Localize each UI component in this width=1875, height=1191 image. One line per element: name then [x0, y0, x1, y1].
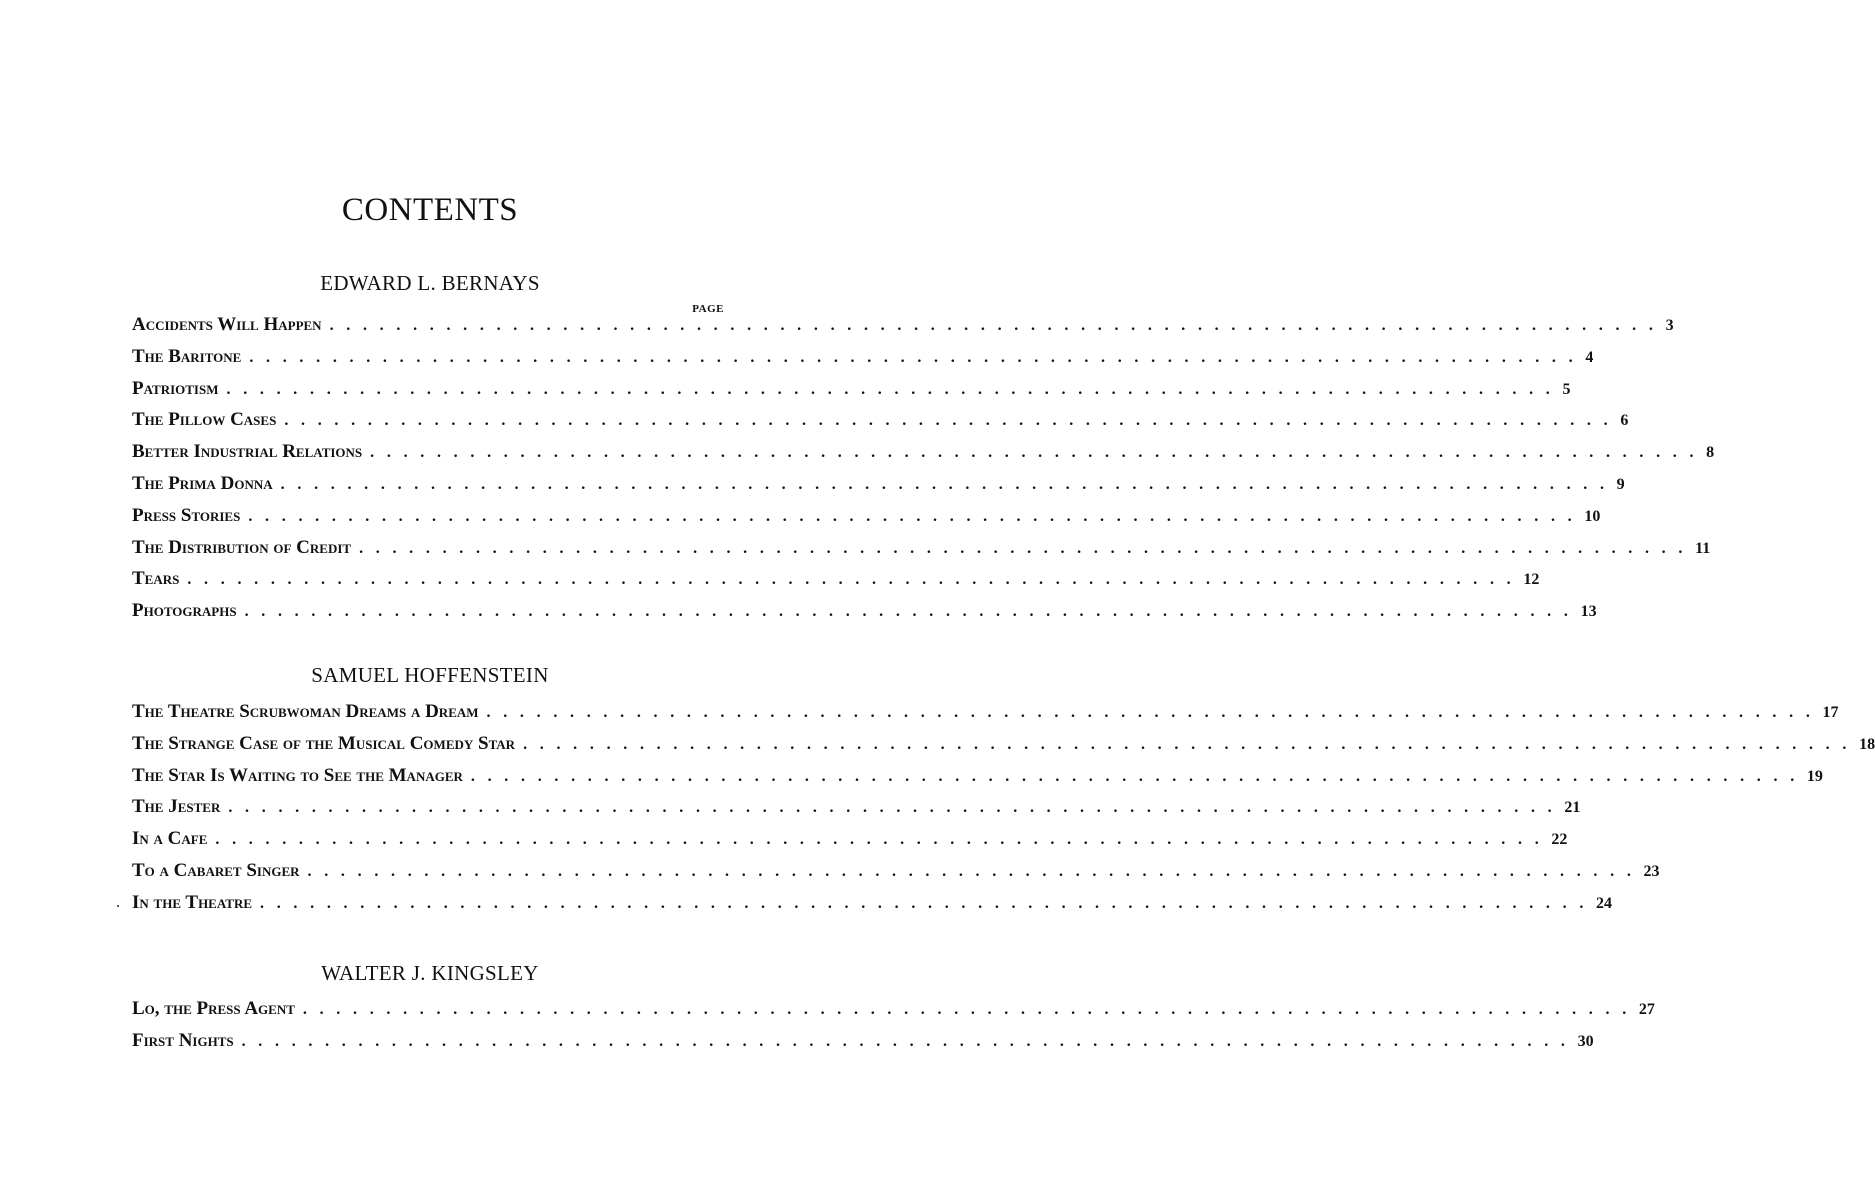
entry-page-number: 12 — [1523, 571, 1540, 589]
entry-page-number: 19 — [1806, 767, 1823, 785]
toc-entry — [132, 764, 1823, 797]
entry-title: The Prima Donna — [132, 472, 273, 494]
dot-leader: ................................................................................ — [307, 862, 1644, 880]
entry-page-number: 17 — [1822, 704, 1839, 721]
entry-title: The Star Is Waiting to See the Manager — [132, 764, 463, 786]
entry-title: Press Stories — [132, 504, 241, 526]
entry-title: In a Cafe — [132, 828, 208, 850]
toc-entry — [132, 504, 1601, 537]
page-title: CONTENTS — [341, 192, 519, 228]
toc-entry — [132, 859, 1660, 892]
toc-entry — [132, 409, 1629, 441]
toc-section — [132, 701, 1875, 924]
toc-entry — [132, 377, 1571, 410]
entry-title: Lo, the Press Agent — [132, 998, 295, 1019]
toc-entry — [132, 998, 1655, 1030]
author-heading: SAMUEL HOFFENSTEIN — [311, 663, 549, 687]
toc-entry — [132, 732, 1875, 765]
entry-title: The Jester — [132, 796, 221, 818]
toc-entry — [132, 828, 1568, 860]
entry-page-number: 21 — [1564, 799, 1581, 817]
toc-entry — [132, 345, 1594, 378]
dot-leader: ................................................................................ — [329, 317, 1666, 334]
entry-page-number: 22 — [1551, 831, 1568, 849]
entry-title: The Distribution of Credit — [132, 536, 352, 558]
dot-leader: ................................................................................ — [260, 894, 1597, 912]
toc-entry — [132, 314, 1674, 346]
toc-entry — [132, 536, 1711, 569]
dot-leader: ................................................................................ — [523, 735, 1860, 753]
dot-leader: ................................................................................ — [248, 507, 1585, 525]
toc-entry — [132, 472, 1625, 505]
entry-page-number: 10 — [1584, 507, 1601, 525]
entry-page-number: 3 — [1665, 317, 1674, 334]
toc-section — [132, 998, 1655, 1062]
toc-entry — [132, 1029, 1594, 1062]
entry-title: The Strange Case of the Musical Comedy Star — [132, 732, 516, 754]
toc-entry — [132, 796, 1581, 828]
entry-title: To a Cabaret Singer — [132, 859, 300, 881]
dot-leader: ................................................................................ — [241, 1032, 1578, 1050]
entry-title: Accidents Will Happen — [132, 314, 322, 335]
entry-title: Photographs — [132, 600, 237, 622]
entry-page-number: 13 — [1580, 603, 1597, 621]
entry-title: Patriotism — [132, 377, 219, 399]
entry-page-number: 27 — [1638, 1001, 1655, 1018]
entry-page-number: 24 — [1596, 894, 1613, 912]
entry-title: Better Industrial Relations — [132, 441, 363, 463]
entry-title: The Baritone — [132, 345, 242, 367]
entry-title: First Nights — [132, 1029, 234, 1051]
entry-page-number: 4 — [1585, 348, 1594, 366]
toc-entry — [132, 891, 1613, 924]
dot-leader: ................................................................................ — [244, 603, 1581, 621]
author-heading: EDWARD L. BERNAYS — [320, 271, 540, 295]
entry-page-number: 11 — [1695, 539, 1711, 557]
dot-leader: ................................................................................ — [486, 704, 1823, 721]
entry-title: In the Theatre — [132, 891, 253, 913]
entry-page-number: 6 — [1620, 412, 1629, 430]
toc-section — [132, 314, 1715, 632]
dot-leader: ................................................................................ — [470, 767, 1807, 785]
toc-entry — [132, 600, 1597, 632]
dot-leader: ................................................................................ — [226, 380, 1563, 398]
author-heading: WALTER J. KINGSLEY — [321, 961, 539, 985]
toc-entry — [132, 701, 1839, 733]
toc-entry — [132, 568, 1540, 600]
dot-leader: ................................................................................ — [228, 799, 1565, 817]
toc-entry — [132, 441, 1715, 473]
entry-title: The Pillow Cases — [132, 409, 277, 431]
dot-leader: ................................................................................ — [284, 412, 1621, 430]
entry-page-number: 8 — [1706, 444, 1715, 462]
dot-leader: ................................................................................ — [215, 831, 1552, 849]
dot-leader: ................................................................................ — [359, 539, 1696, 557]
entry-page-number: 30 — [1577, 1032, 1594, 1050]
entry-page-number: 9 — [1616, 475, 1625, 493]
dot-leader: ................................................................................ — [187, 571, 1524, 589]
entry-title: Tears — [132, 568, 180, 590]
dot-leader: ................................................................................ — [370, 444, 1707, 462]
entry-page-number: 18 — [1859, 735, 1875, 753]
margin-mark: · — [116, 899, 121, 913]
dot-leader: ................................................................................ — [249, 348, 1586, 366]
entry-page-number: 5 — [1562, 380, 1571, 398]
page-column-header: PAGE — [692, 303, 724, 315]
entry-title: The Theatre Scrubwoman Dreams a Dream — [132, 701, 479, 722]
dot-leader: ................................................................................ — [280, 475, 1617, 493]
dot-leader: ................................................................................ — [302, 1001, 1639, 1018]
entry-page-number: 23 — [1643, 862, 1660, 880]
